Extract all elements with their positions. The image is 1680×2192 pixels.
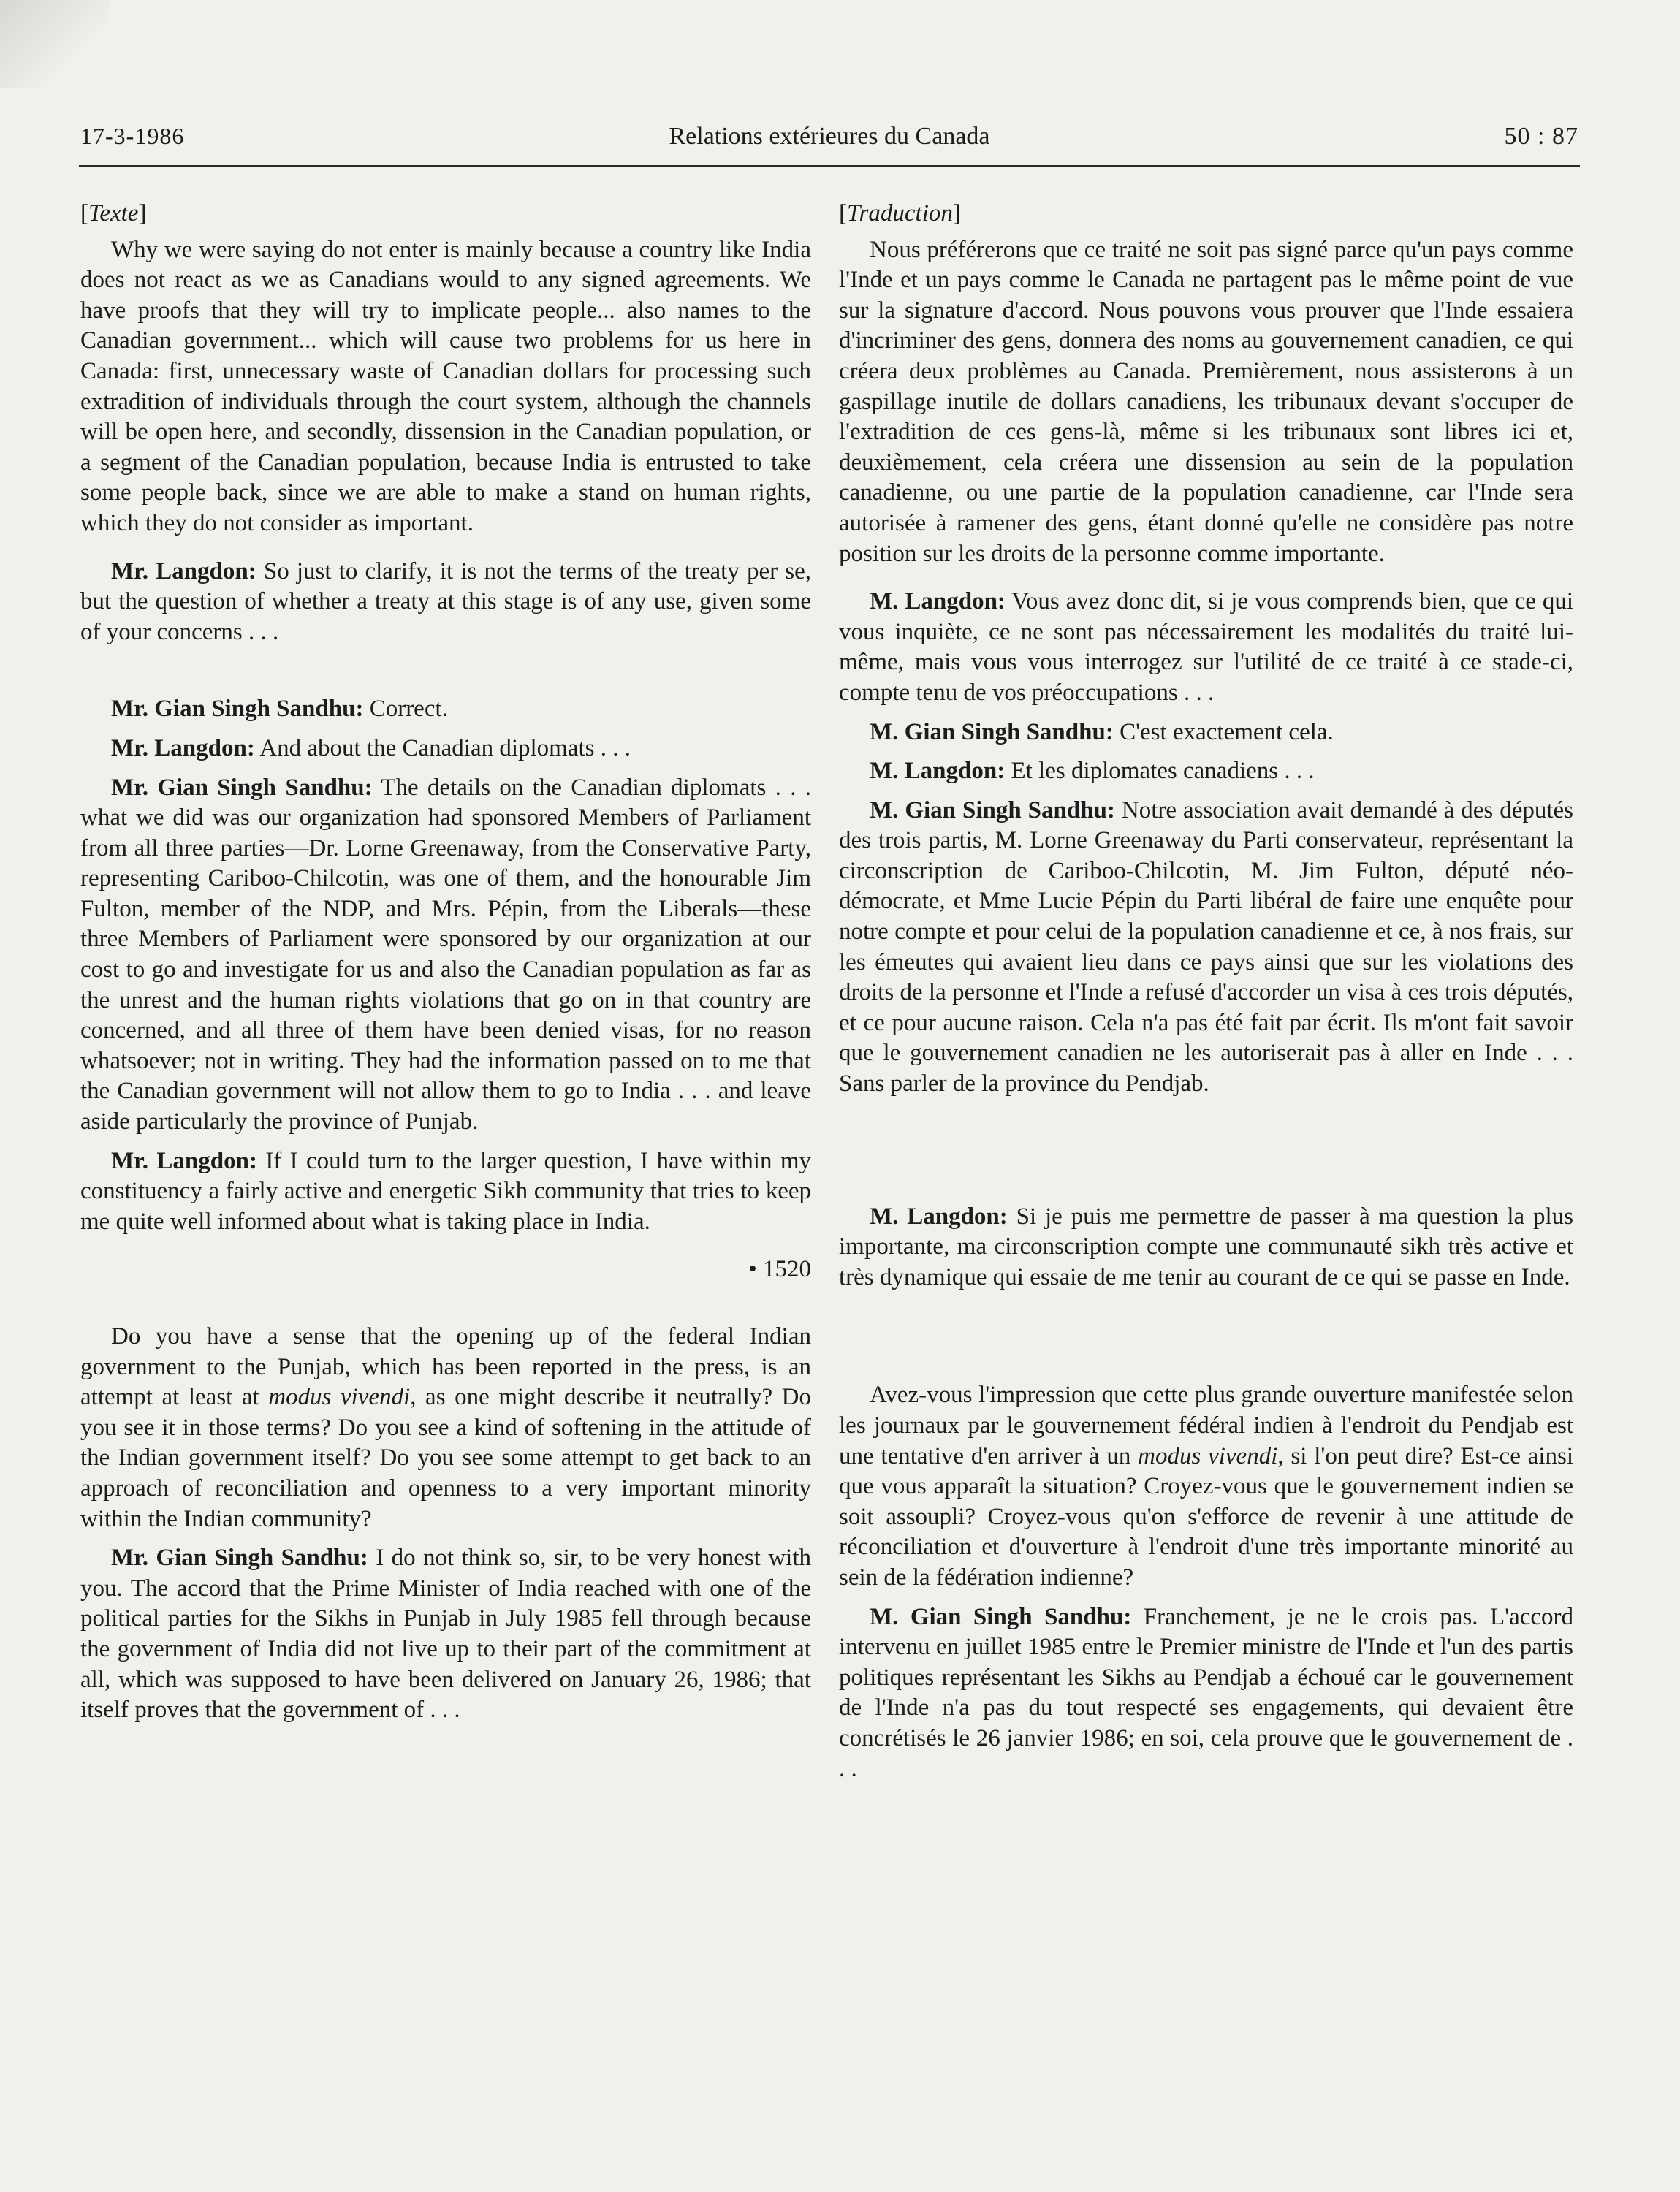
- paragraph: Mr. Gian Singh Sandhu: The details on the Canadian diplomats . . . what we did was our organization had sponsored Members of Parliament from all three parties—Dr. Lorne Greenaway, from the Conservative Party, representing Cariboo-Chilcotin, was one of them, and the honourable Jim Fulton, member of the NDP, and Mrs. Pépin, from the Liberals—these three Members of Parliament were sponsored by our organization at our cost to go and investigate for us and also the Canadian population as far as the unrest and the human rights violations that go on in that country are concerned, and all three of them have been denied visas, for no reason whatsoever; not in writing. They had the information passed on to me that the Canadian government will not allow them to go to India . . . and leave aside particularly the province of Punjab.: [80, 774, 811, 1135]
- speaker-name: M. Langdon:: [870, 758, 1006, 785]
- speaker-name: M. Gian Singh Sandhu:: [870, 796, 1115, 823]
- paragraph: Why we were saying do not enter is mainly because a country like India does not react as we as Canadians would to any signed agreements. We have proofs that they will try to implicate people... also names to the Canadian government... which will cause two problems for us here in Canada: first, unnecessary waste of Canadian dollars for processing such extradition of individuals through the court system, although the channels will be open here, and secondly, dissension in the Canadian population, or a segment of the Canadian population, because India is entrusted to take some people back, since we are able to make a stand on human rights, which they do not consider as important.: [80, 236, 811, 536]
- paragraph: Mr. Langdon: So just to clarify, it is not the terms of the treaty per se, but the question of whether a treaty at this stage is of any use, given some of your concerns . . .: [80, 557, 811, 645]
- paragraph: Do you have a sense that the opening up of the federal Indian government to the Punjab, which has been reported in the press, is an attempt at least at modus vivendi, as one might describe it neutrally? Do you see it in those terms? Do you see a kind of softening in the attitude of the Indian government itself? Do you see some attempt to get back to an approach of reconciliation and openness to a very important minority within the Indian community?: [80, 1323, 811, 1532]
- paragraph: M. Gian Singh Sandhu: C'est exactement cela.: [870, 718, 1334, 745]
- page-header: [80, 123, 1578, 158]
- speaker-name: Mr. Gian Singh Sandhu:: [111, 774, 373, 801]
- timestamp: • 1520: [748, 1256, 811, 1283]
- speaker-name: M. Gian Singh Sandhu:: [870, 1603, 1132, 1630]
- header-date: 17-3-1986: [80, 123, 185, 149]
- paragraph: M. Gian Singh Sandhu: Franchement, je ne le crois pas. L'accord intervenu en juillet 1985 entre le Premier ministre de l'Inde et l'un des partis politiques représentant les Sikhs au Pendjab a échoué car le gouvernement de l'Inde n'a pas du tout respecté ses engagements, qui devaient être concrétisés le 26 janvier 1986; en soi, cela prouve que le gouvernement de . . .: [839, 1603, 1574, 1782]
- language-label: [Texte]: [80, 200, 147, 227]
- header-rule: [79, 165, 1580, 167]
- speaker-name: M. Langdon:: [870, 588, 1006, 615]
- page-fold-shadow: [0, 0, 110, 88]
- header-page-number: 50 : 87: [1504, 123, 1578, 150]
- speaker-name: Mr. Langdon:: [111, 734, 255, 761]
- paragraph: M. Langdon: Vous avez donc dit, si je vous comprends bien, que ce qui vous inquiète, ce ne sont pas nécessairement les modalités du traité lui-même, mais vous vous interrogez sur l'utilité de ce traité à ce stade-ci, compte tenu de vos préoccupations . . .: [839, 588, 1573, 706]
- paragraph: Avez-vous l'impression que cette plus grande ouverture manifestée selon les journaux par le gouvernement fédéral indien à l'endroit du Pendjab est une tentative d'en arriver à un modus vivendi, si l'on peut dire? Est-ce ainsi que vous apparaît la situation? Croyez-vous que le gouvernement indien se soit assoupli? Croyez-vous qu'on s'efforce de revenir à une attitude de réconciliation et d'ouverture à l'endroit d'une très importante minorité au sein de la fédération indienne?: [839, 1382, 1574, 1591]
- french-column: [839, 199, 1573, 1784]
- paragraph: Mr. Gian Singh Sandhu: I do not think so, sir, to be very honest with you. The accord that the Prime Minister of India reached with one of the political parties for the Sikhs in Punjab in July 1985 fell through because the government of India did not live up to their part of the commitment at all, which was supposed to have been delivered on January 26, 1986; that itself proves that the government of . . .: [80, 1545, 812, 1724]
- speaker-name: Mr. Gian Singh Sandhu:: [111, 696, 364, 723]
- paragraph: Mr. Langdon: And about the Canadian diplomats . . .: [111, 734, 631, 761]
- speaker-name: M. Langdon:: [870, 1203, 1008, 1230]
- paragraph: Mr. Gian Singh Sandhu: Correct.: [111, 696, 448, 723]
- paragraph: Nous préférerons que ce traité ne soit pas signé parce qu'un pays comme l'Inde et un pays comme le Canada ne partagent pas le même point de vue sur la signature d'accord. Nous pouvons vous prouver que l'Inde essaiera d'incriminer des gens, donnera des noms au gouvernement canadien, ce qui créera deux problèmes au Canada. Premièrement, nous assisterons à un gaspillage inutile de dollars canadiens, les tribunaux devant s'occuper de l'extradition de ces gens-là, même si les tribunaux sont libres ici et, deuxièmement, cela créera une dissension au sein de la population canadienne, ou une partie de la population canadienne, car l'Inde sera autorisée à ramener des gens, étant donné qu'elle ne considère pas notre position sur les droits de la personne comme importante.: [839, 236, 1573, 567]
- speaker-name: Mr. Langdon:: [111, 1147, 257, 1174]
- english-column: [80, 199, 811, 1726]
- speaker-name: Mr. Langdon:: [111, 557, 256, 585]
- paragraph: M. Langdon: Si je puis me permettre de passer à ma question la plus importante, ma circonscription compte une communauté sikh très active et très dynamique qui essaie de me tenir au courant de ce qui se passe en Inde.: [839, 1203, 1573, 1290]
- paragraph: M. Gian Singh Sandhu: Notre association avait demandé à des députés des trois partis, M. Lorne Greenaway du Parti conservateur, représentant la circonscription de Cariboo-Chilcotin, M. Jim Fulton, député néo-démocrate, et Mme Lucie Pépin du Parti libéral de faire une enquête pour notre compte et pour celui de la population canadienne et ce, à nos frais, sur les émeutes qui avaient lieu dans ce pays ainsi que sur les violations des droits de la personne et l'Inde a refusé d'accorder un visa à ces trois députés, et ce pour aucune raison. Cela n'a pas été fait par écrit. Ils m'ont fait savoir que le gouvernement canadien ne les autoriserait pas à aller en Inde . . . Sans parler de la province du Pendjab.: [839, 796, 1573, 1097]
- header-title: Relations extérieures du Canada: [669, 123, 990, 150]
- speaker-name: Mr. Gian Singh Sandhu:: [111, 1545, 368, 1572]
- paragraph: Mr. Langdon: If I could turn to the larger question, I have within my constituency a fairly active and energetic Sikh community that tries to keep me quite well informed about what is taking place in India.: [80, 1147, 812, 1235]
- language-label: [Traduction]: [839, 200, 961, 227]
- speaker-name: M. Gian Singh Sandhu:: [870, 718, 1114, 745]
- paragraph: M. Langdon: Et les diplomates canadiens . . .: [870, 758, 1315, 785]
